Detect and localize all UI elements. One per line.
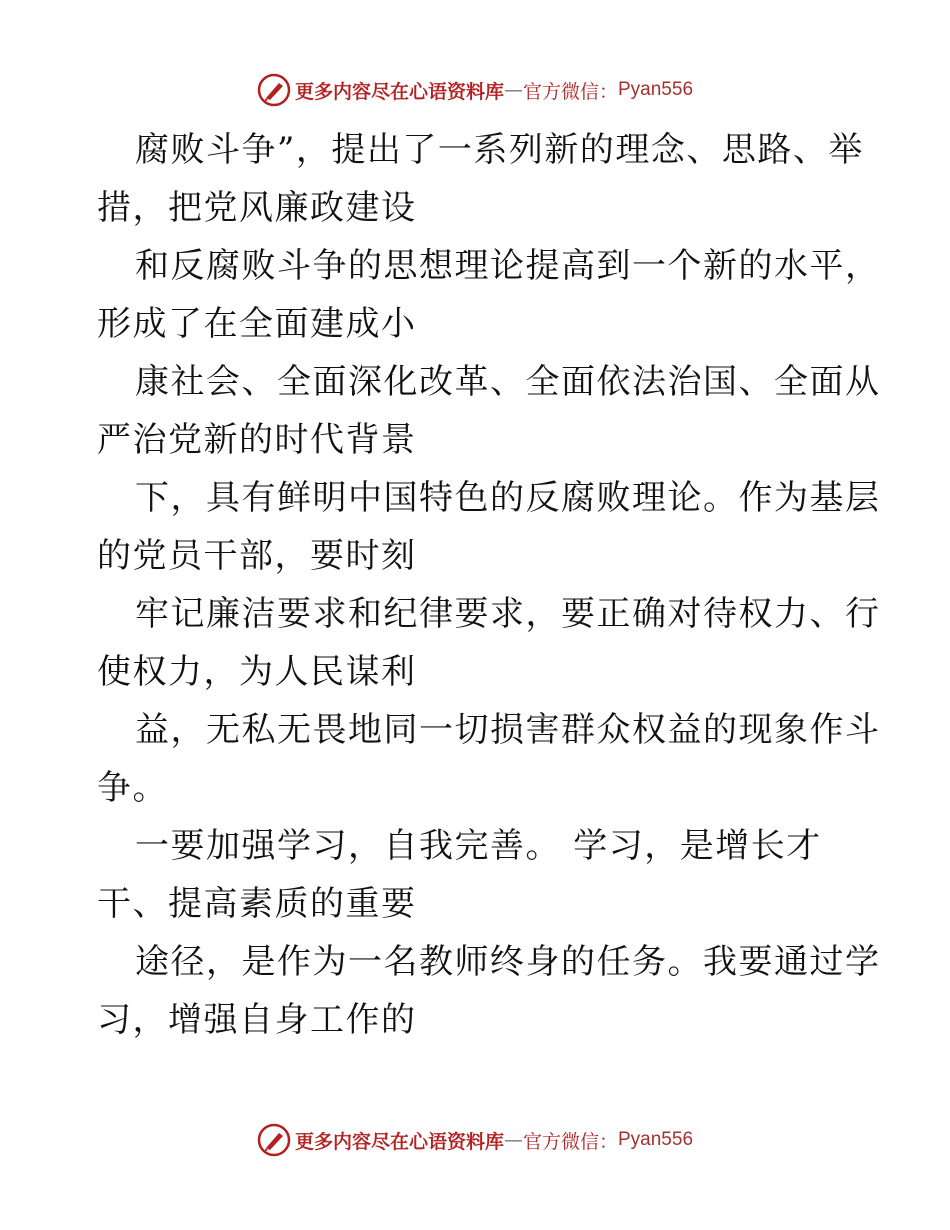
paragraph-4 [97,469,881,585]
pen-circle-icon [257,73,291,107]
watermark-dash: — [503,79,523,101]
paragraph-line: 使权力，为人民谋利 [97,652,417,692]
pen-circle-icon [257,1123,291,1157]
paragraph-line: 措，把党风廉政建设 [97,188,417,228]
watermark-lead: 更多内容尽在心语资料库 [294,1130,504,1153]
paragraph-line: 严治党新的时代背景 [97,420,417,460]
watermark-lead: 更多内容尽在心语资料库 [294,80,504,103]
paragraph-line: 和反腐败斗争的思想理论提高到一个新的水平， [135,246,881,286]
paragraph-line: 牢记廉洁要求和纪律要求，要正确对待权力、行 [135,594,881,634]
footer-watermark [0,1120,950,1160]
header-watermark [0,70,950,110]
paragraph-3 [97,353,881,469]
watermark-wechat-id: Pyan556 [618,79,694,100]
paragraph-line: 形成了在全面建成小 [97,304,417,344]
paragraph-5 [97,585,881,701]
watermark-wechat-id: Pyan556 [618,1129,694,1150]
paragraph-line: 干、提高素质的重要 [97,884,417,924]
paragraph-8 [97,933,881,1049]
watermark-tail: 官方微信： [522,80,618,103]
paragraph-line: 益，无私无畏地同一切损害群众权益的现象作斗 [135,710,881,750]
paragraph-line: 腐败斗争”，提出了一系列新的理念、思路、举 [135,130,864,170]
paragraph-line: 康社会、全面深化改革、全面依法治国、全面从 [135,362,881,402]
paragraph-line: 途径，是作为一名教师终身的任务。我要通过学 [135,942,881,982]
paragraph-line: 争。 [97,768,168,808]
paragraph-line: 习，增强自身工作的 [97,1000,417,1040]
paragraph-line: 的党员干部，要时刻 [97,536,417,576]
watermark-tail: 官方微信： [522,1130,618,1153]
paragraph-1 [97,121,867,237]
paragraph-2 [97,237,881,353]
paragraph-line: 下，具有鲜明中国特色的反腐败理论。作为基层 [135,478,881,518]
paragraph-6 [97,701,881,817]
watermark-dash: — [503,1129,523,1151]
paragraph-line: 一要加强学习，自我完善。 学习，是增长才 [135,826,822,866]
paragraph-7 [97,817,867,933]
